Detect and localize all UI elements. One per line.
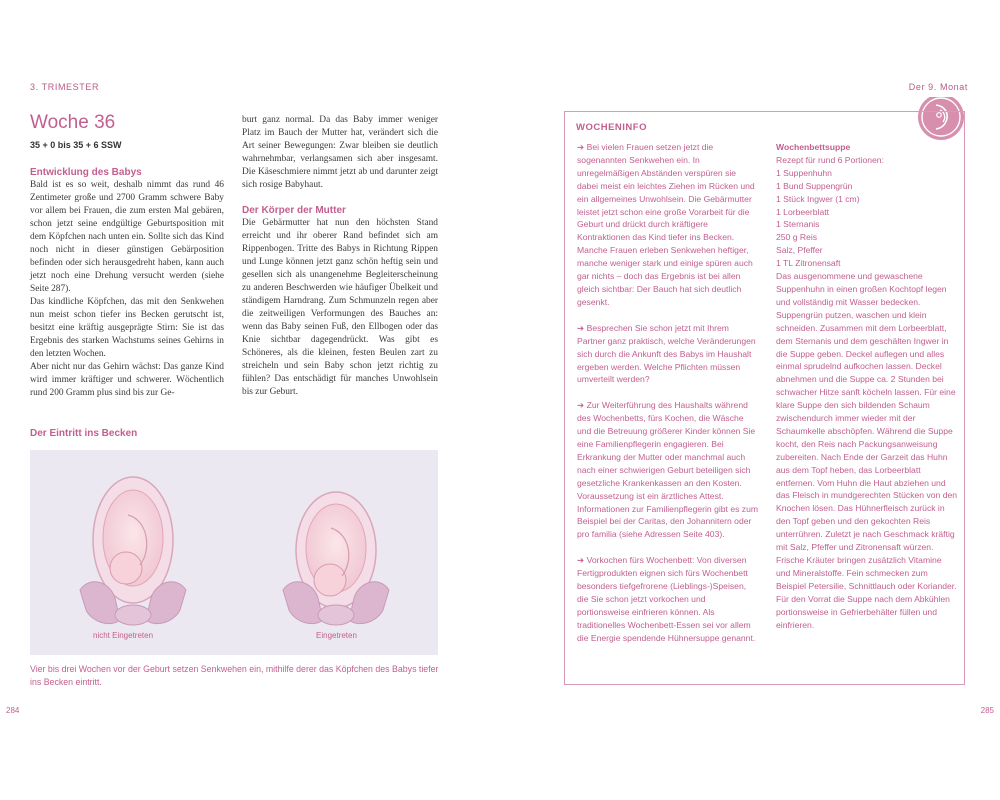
page-number-right: 285 (980, 706, 994, 715)
arrow-icon: ➔ (577, 142, 585, 152)
recipe-instructions: Das ausgenommene und gewaschene Suppenhuhn in einen großen Kochtopf legen und vollständig mit Wasser bedecken. Suppengrün putzen, waschen und klein schneiden. Zusammen mit dem Lorbeerblatt, dem Sternanis und dem geschälten Ingwer in die Suppe geben. Deckel auflegen und alles einmal sprudelnd aufkochen lassen. Deckel abnehmen und die Suppe ca. 2 Stunden bei schwacher Hitze sanft köcheln lassen. Für eine klare Suppe den sich bildenden Schaum zwischendurch immer wieder mit der Schaumkelle abschöpfen. Während die Suppe kocht, den Reis nach Packungsanweisung zubereiten. Nach Ende der Garzeit das Huhn aus dem Topf heben, das Lorbeerblatt entfernen. Vom Huhn die Haut abziehen und das Fleisch in mundgerechten Stücken von den Knochen lösen. Das Hühnerfleisch zurück in den Topf geben und den gekochten Reis unterrühren. Zuletzt je nach Geschmack kräftig mit Salz, Pfeffer und Zitronensaft würzen. Frische Kräuter bringen zusätzlich Vitamine und Mineralstoffe. Fein schmecken zum Beispiel Petersilie, Schnittlauch oder Koriander. Für den Vorrat die Suppe nach dem Abkühlen portionsweise in Gefrierbehälter füllen und einfrieren. (776, 271, 958, 630)
pelvis-drawing (30, 450, 438, 655)
arrow-icon: ➔ (577, 322, 585, 333)
ingredient: 1 Suppenhuhn (776, 167, 832, 178)
ingredient: 250 g Reis (776, 232, 818, 243)
paragraph: Das kindliche Köpfchen, das mit den Senkwehen nun meist schon tiefer ins Becken gerutscht ist, besitzt eine kräftig ausgeprägte Stirn: Sie ist das Ergebnis des starken Wachstums seines Gehirns in den letzten Wochen. (30, 297, 224, 359)
arrow-icon: ➔ (577, 400, 585, 411)
recipe-title: Wochenbettsuppe (776, 142, 851, 152)
running-header-right: Der 9. Monat (908, 82, 968, 92)
text-column-1 (30, 166, 224, 400)
ingredient: 1 TL Zitronensaft (776, 258, 841, 269)
figure-caption: Vier bis drei Wochen vor der Geburt setzen Senkwehen ein, mithilfe derer das Köpfchen des Babys tiefer ins Becken eintritt. (30, 664, 439, 687)
recipe (776, 141, 958, 631)
text-column-2 (242, 114, 438, 399)
section-heading-baby: Entwicklung des Babys (30, 167, 142, 178)
tip-item: ➔ Vorkochen fürs Wochenbett: Von diversen Fertigprodukten eignen sich fürs Wochenbett besonders tiefgefrorene (Lieblings-)Speisen, die Sie schon jetzt vorkochen und portionsweise einfrieren können. Als traditionelles Wochenbett-Essen sei vor allem die Energie spendende Hühnersuppe genannt. (577, 555, 756, 643)
arrow-icon: ➔ (577, 555, 585, 566)
week-range: 35 + 0 bis 35 + 6 SSW (30, 140, 122, 150)
pelvis-illustration (30, 450, 438, 655)
ingredient: 1 Stück Ingwer (1 cm) (776, 193, 860, 204)
paragraph: Die Gebärmutter hat nun den höchsten Stand erreicht und ihr oberer Rand befindet sich am Rippenbogen. Tritte des Babys in Richtung Rippen und Lunge können jetzt ganz schön heftig sein und gesellen sich als unangenehme Begleiterscheinung zu anderen Beschwerden wie häufiger Übelkeit und ständigem Harndrang. Zum Schmunzeln regen aber die zeitweiligen Verformungen des Bauches an: wenn das Baby seinen Fuß, den Ellbogen oder das Knie sichtbar dagegendrückt. Was gibt es Schöneres, als die kleinen, festen Beulen zart zu streicheln und sein Baby schon jetzt richtig zu fühlen? Das entschädigt für manches Unwohlsein bis zur Geburt. (242, 218, 438, 397)
paragraph: burt ganz normal. Da das Baby immer weniger Platz im Bauch der Mutter hat, verändert sich die Art seiner Bewegungen: Zwar bleiben sie deutlich wahrnehmbar, verlangsamen sich aber insgesamt. Die Käseschmiere nimmt jetzt ab und darunter zeigt sich rosige Babyhaut. (242, 115, 438, 190)
ingredient: 1 Sternanis (776, 219, 820, 230)
wocheninfo-title: WOCHENINFO (576, 122, 647, 133)
ingredient: 1 Lorbeerblatt (776, 206, 830, 217)
paragraph: Bald ist es so weit, deshalb nimmt das rund 46 Zentimeter große und 2700 Gramm schwere Baby vor allem bei Frauen, die zum ersten Mal gebären, schon jetzt seine endgültige Geburtsposition mit dem Köpfchen nach unten ein. Sollte sich das Kind noch nicht in dieser günstigen Gebärposition befinden oder sich herausgedreht haben, kann auch jetzt noch eine Drehung versucht werden (siehe Seite 287). (30, 180, 224, 294)
page-number-left: 284 (6, 706, 20, 715)
ingredient: 1 Bund Suppengrün (776, 180, 853, 191)
tip-item: ➔ Bei vielen Frauen setzen jetzt die sogenannten Senkwehen ein. In unregelmäßigen Abständen verspüren sie dabei meist ein leichtes Ziehen im Rücken und ein allgemeines Unwohlsein. Die Gebärmutter leistet jetzt schon eine große Vorarbeit für die Geburt und drückt durch kräftigere Kontraktionen das Kind tiefer ins Becken. Manche Frauen erleben Senkwehen heftiger, manche weniger stark und einige spüren auch gar nichts – doch das Ergebnis ist bei allen gleich sichtbar: Der Bauch hat sich deutlich gesenkt. (577, 142, 755, 307)
recipe-portions: Rezept für rund 6 Portionen: (776, 154, 884, 165)
week-title: Woche 36 (30, 112, 116, 133)
paragraph: Aber nicht nur das Gehirn wächst: Das ganze Kind wird immer kräftiger und schwerer. Wöchentlich rund 200 Gramm plus sind bis zur Ge- (30, 362, 224, 398)
tip-item: ➔ Zur Weiterführung des Haushalts während des Wochenbetts, fürs Kochen, die Wäsche und die Betreuung größerer Kinder können Sie eine Familienpflegerin engagieren. Bei Erkrankung der Mutter oder manchmal auch nach einer schwierigen Geburt beteiligen sich gesetzliche Krankenkassen an den Kosten. Voraussetzung ist ein ärztliches Attest. Informationen zur Familienpflegerin gibt es zum Beispiel bei der Caritas, den Johannitern oder pro familia (siehe Adressen Seite 403). (577, 400, 759, 540)
running-header-left: 3. TRIMESTER (30, 82, 100, 92)
label-engaged: Eingetreten (316, 631, 357, 640)
pelvis-engaged (283, 492, 389, 625)
figure-heading: Der Eintritt ins Becken (30, 428, 138, 439)
pelvis-not-engaged (80, 477, 186, 625)
section-heading-mother: Der Körper der Mutter (242, 205, 346, 216)
label-not-engaged: nicht Eingetreten (93, 631, 154, 640)
ingredient: Salz, Pfeffer (776, 245, 823, 256)
tip-item: ➔ Besprechen Sie schon jetzt mit Ihrem Partner ganz praktisch, welche Veränderungen sich durch die Ankunft des Babys im Haushalt ergeben werden. Welche Pflichten müssen umverteilt werden? (577, 322, 756, 385)
wocheninfo-tips (577, 141, 759, 658)
